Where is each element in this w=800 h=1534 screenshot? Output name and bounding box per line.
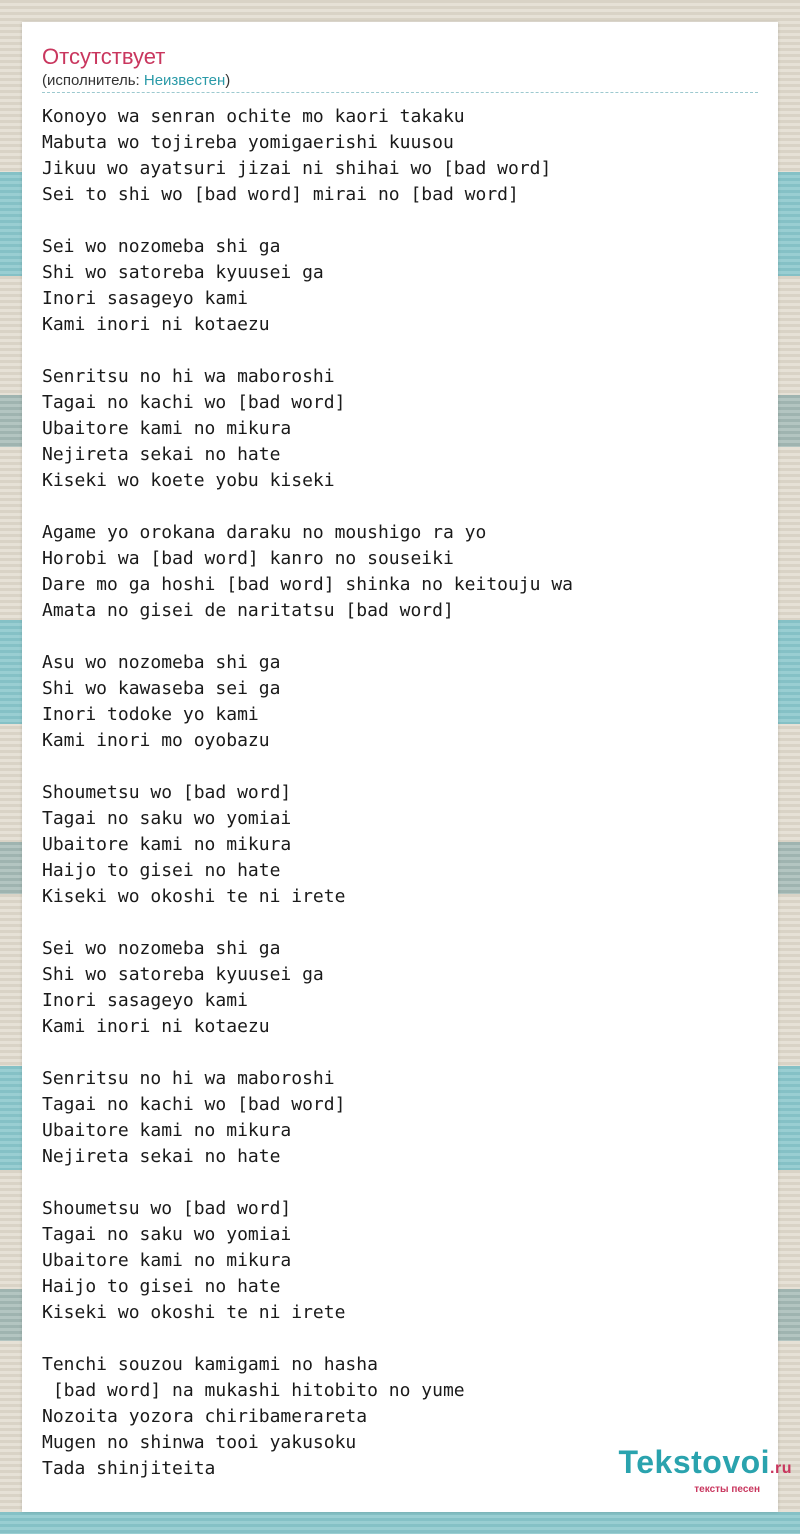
- logo-tagline: тексты песен: [694, 1484, 760, 1495]
- logo-tld: .ru: [770, 1460, 792, 1477]
- lyrics-text: Konoyo wa senran ochite mo kaori takaku Mabuta wo tojireba yomigaerishi kuusou Jikuu wo ayatsuri jizai ni shihai wo [bad word] Sei to shi wo [bad word] mirai no [bad word] Sei wo nozomeba shi ga Shi wo satoreba kyuusei ga Inori sasageyo kami Kami inori ni kotaezu Senritsu no hi wa maboroshi Tagai no kachi wo [bad word] Ubaitore kami no mikura Nejireta sekai no hate Kiseki wo koete yobu kiseki Agame yo orokana daraku no moushigo ra yo Horobi wa [bad word] kanro no souseiki Dare mo ga hoshi [bad word] shinka no keitouju wa Amata no gisei de naritatsu [bad word] Asu wo nozomeba shi ga Shi wo kawaseba sei ga Inori todoke yo kami Kami inori mo oyobazu Shoumetsu wo [bad word] Tagai no saku wo yomiai Ubaitore kami no mikura Haijo to gisei no hate Kiseki wo okoshi te ni irete Sei wo nozomeba shi ga Shi wo satoreba kyuusei ga Inori sasageyo kami Kami inori ni kotaezu Senritsu no hi wa maboroshi Tagai no kachi wo [bad word] Ubaitore kami no mikura Nejireta sekai no hate Shoumetsu wo [bad word] Tagai no saku wo yomiai Ubaitore kami no mikura Haijo to gisei no hate Kiseki wo okoshi te ni irete Tenchi souzou kamigami no hasha [bad word] na mukashi hitobito no yume Nozoita yozora chiribamerareta Mugen no shinwa tooi yakusoku Tada shinjiteita: [42, 106, 574, 1479]
- song-title: Отсутствует: [42, 44, 166, 69]
- artist-link[interactable]: Неизвестен: [143, 72, 226, 89]
- artist-suffix: ): [225, 72, 231, 89]
- site-logo[interactable]: [619, 1446, 792, 1495]
- artist-line: [42, 72, 230, 89]
- lyrics-card: [22, 22, 778, 1512]
- artist-prefix: (исполнитель:: [42, 72, 144, 89]
- logo-name: Tekstovoi: [618, 1444, 771, 1480]
- background-stripe: [0, 1512, 800, 1534]
- divider: [42, 92, 758, 93]
- logo-wordmark: [619, 1446, 792, 1485]
